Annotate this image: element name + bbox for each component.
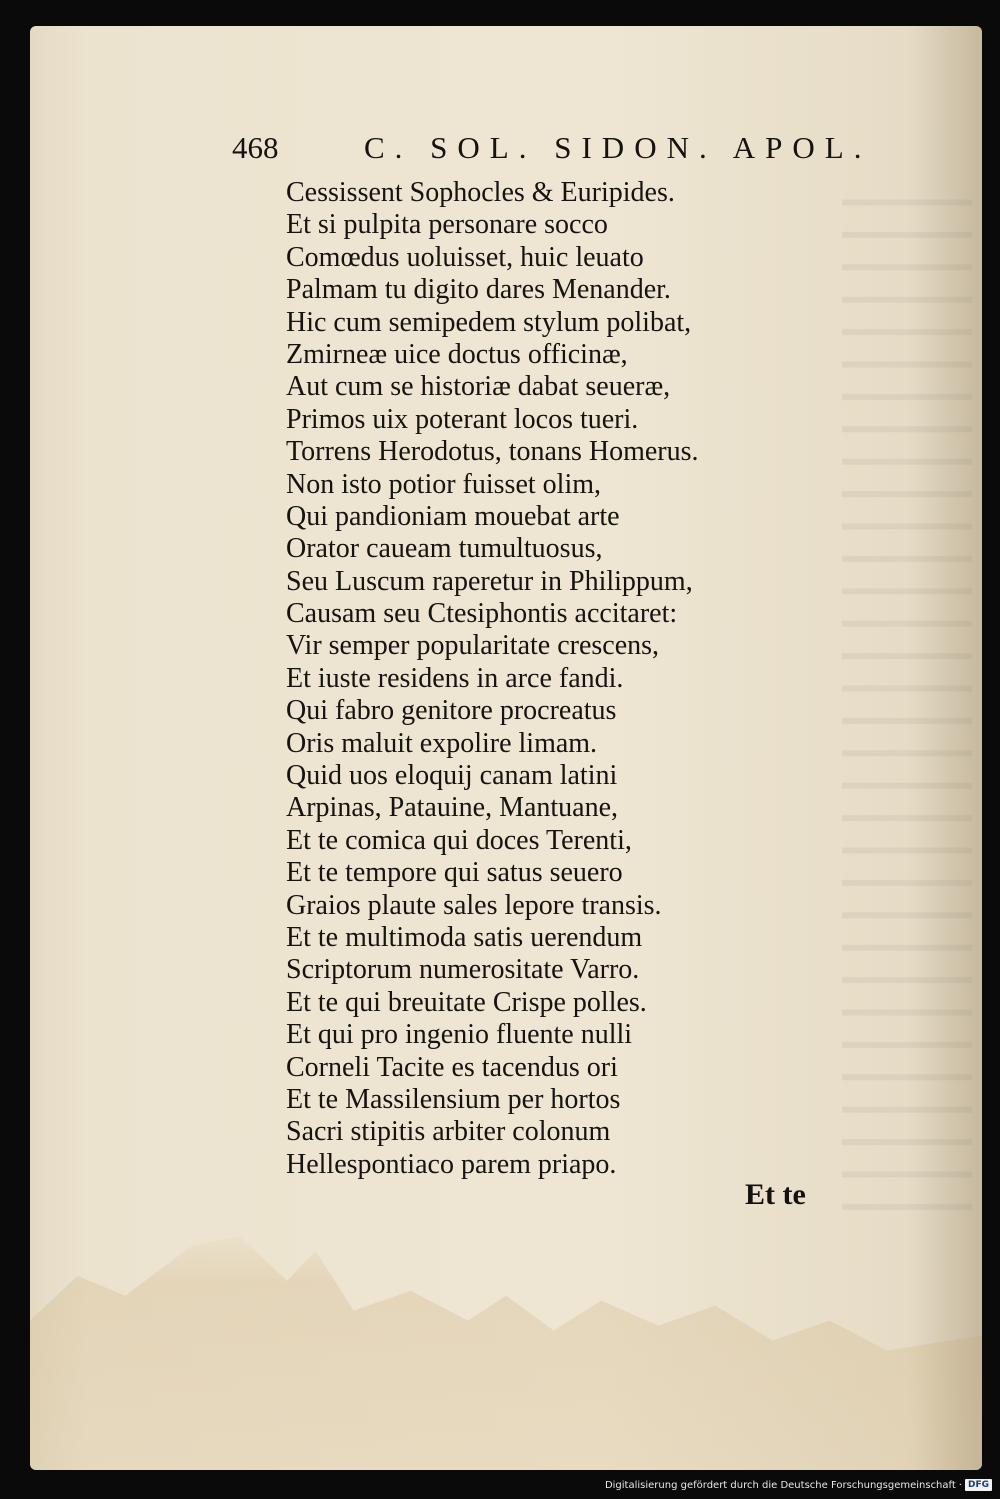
verse-line: Et qui pro ingenio fluente nulli — [286, 1019, 633, 1051]
verse-line: Et te multimoda satis uerendum — [286, 921, 643, 953]
verse-line: Graios plaute sales lepore transis. — [286, 889, 662, 921]
verse-line: Comœdus uoluisset, huic leuato — [286, 241, 644, 273]
verse-line: Et iuste residens in arce fandi. — [286, 662, 624, 694]
verse-line: Qui pandioniam mouebat arte — [286, 500, 620, 532]
digitization-footer: Digitalisierung gefördert durch die Deutsche Forschungsgemeinschaft · DFG — [605, 1479, 992, 1491]
verse-line: Cessissent Sophocles & Euripides. — [286, 177, 675, 208]
verse-line: Hic cum semipedem stylum polibat, — [286, 306, 692, 338]
verse-line: Hellespontiaco parem priapo. — [286, 1148, 617, 1180]
verse-line: Aut cum se historiæ dabat seueræ, — [286, 371, 671, 403]
verse-line: Et te Massilensium per hortos — [286, 1083, 621, 1115]
verse-line: Orator caueam tumultuosus, — [286, 533, 603, 565]
verse-line: Sacri stipitis arbiter colonum — [286, 1116, 611, 1148]
page-number: 468 — [232, 130, 279, 165]
verse-line: Arpinas, Patauine, Mantuane, — [286, 792, 619, 824]
verse-line: Qui fabro genitore procreatus — [286, 695, 617, 727]
verse-block — [286, 177, 699, 1181]
verse-line: Causam seu Ctesiphontis accitaret: — [286, 598, 678, 630]
show-through-text — [842, 181, 972, 1221]
verse-line: Vir semper popularitate crescens, — [286, 630, 660, 662]
catchword: Et te — [745, 1178, 806, 1211]
verse-line: Palmam tu digito dares Menander. — [286, 274, 671, 306]
verse-line: Quid uos eloquij canam latini — [286, 760, 618, 792]
footer-credit: Digitalisierung gefördert durch die Deutsche Forschungsgemeinschaft — [604, 1479, 956, 1491]
verse-line: Oris maluit expolire limam. — [286, 727, 598, 759]
running-title: C. SOL. SIDON. APOL. — [364, 130, 872, 165]
verse-line: Scriptorum numerositate Varro. — [286, 954, 640, 986]
verse-line: Non isto potior fuisset olim, — [286, 468, 601, 500]
verse-line: Zmirneæ uice doctus officinæ, — [286, 338, 628, 370]
verse-line: Corneli Tacite es tacendus ori — [286, 1051, 618, 1083]
water-stain — [30, 1221, 982, 1470]
verse-line: Seu Luscum raperetur in Philippum, — [286, 565, 693, 597]
verse-line: Et te comica qui doces Terenti, — [286, 824, 632, 856]
verse-line: Et te qui breuitate Crispe polles. — [286, 986, 647, 1018]
verse-line: Et te tempore qui satus seuero — [286, 857, 623, 889]
dfg-logo-icon: DFG — [965, 1479, 992, 1491]
verse-line: Primos uix poterant locos tueri. — [286, 403, 639, 435]
verse-line: Torrens Herodotus, tonans Homerus. — [286, 436, 699, 468]
verse-line: Et si pulpita personare socco — [286, 209, 608, 241]
